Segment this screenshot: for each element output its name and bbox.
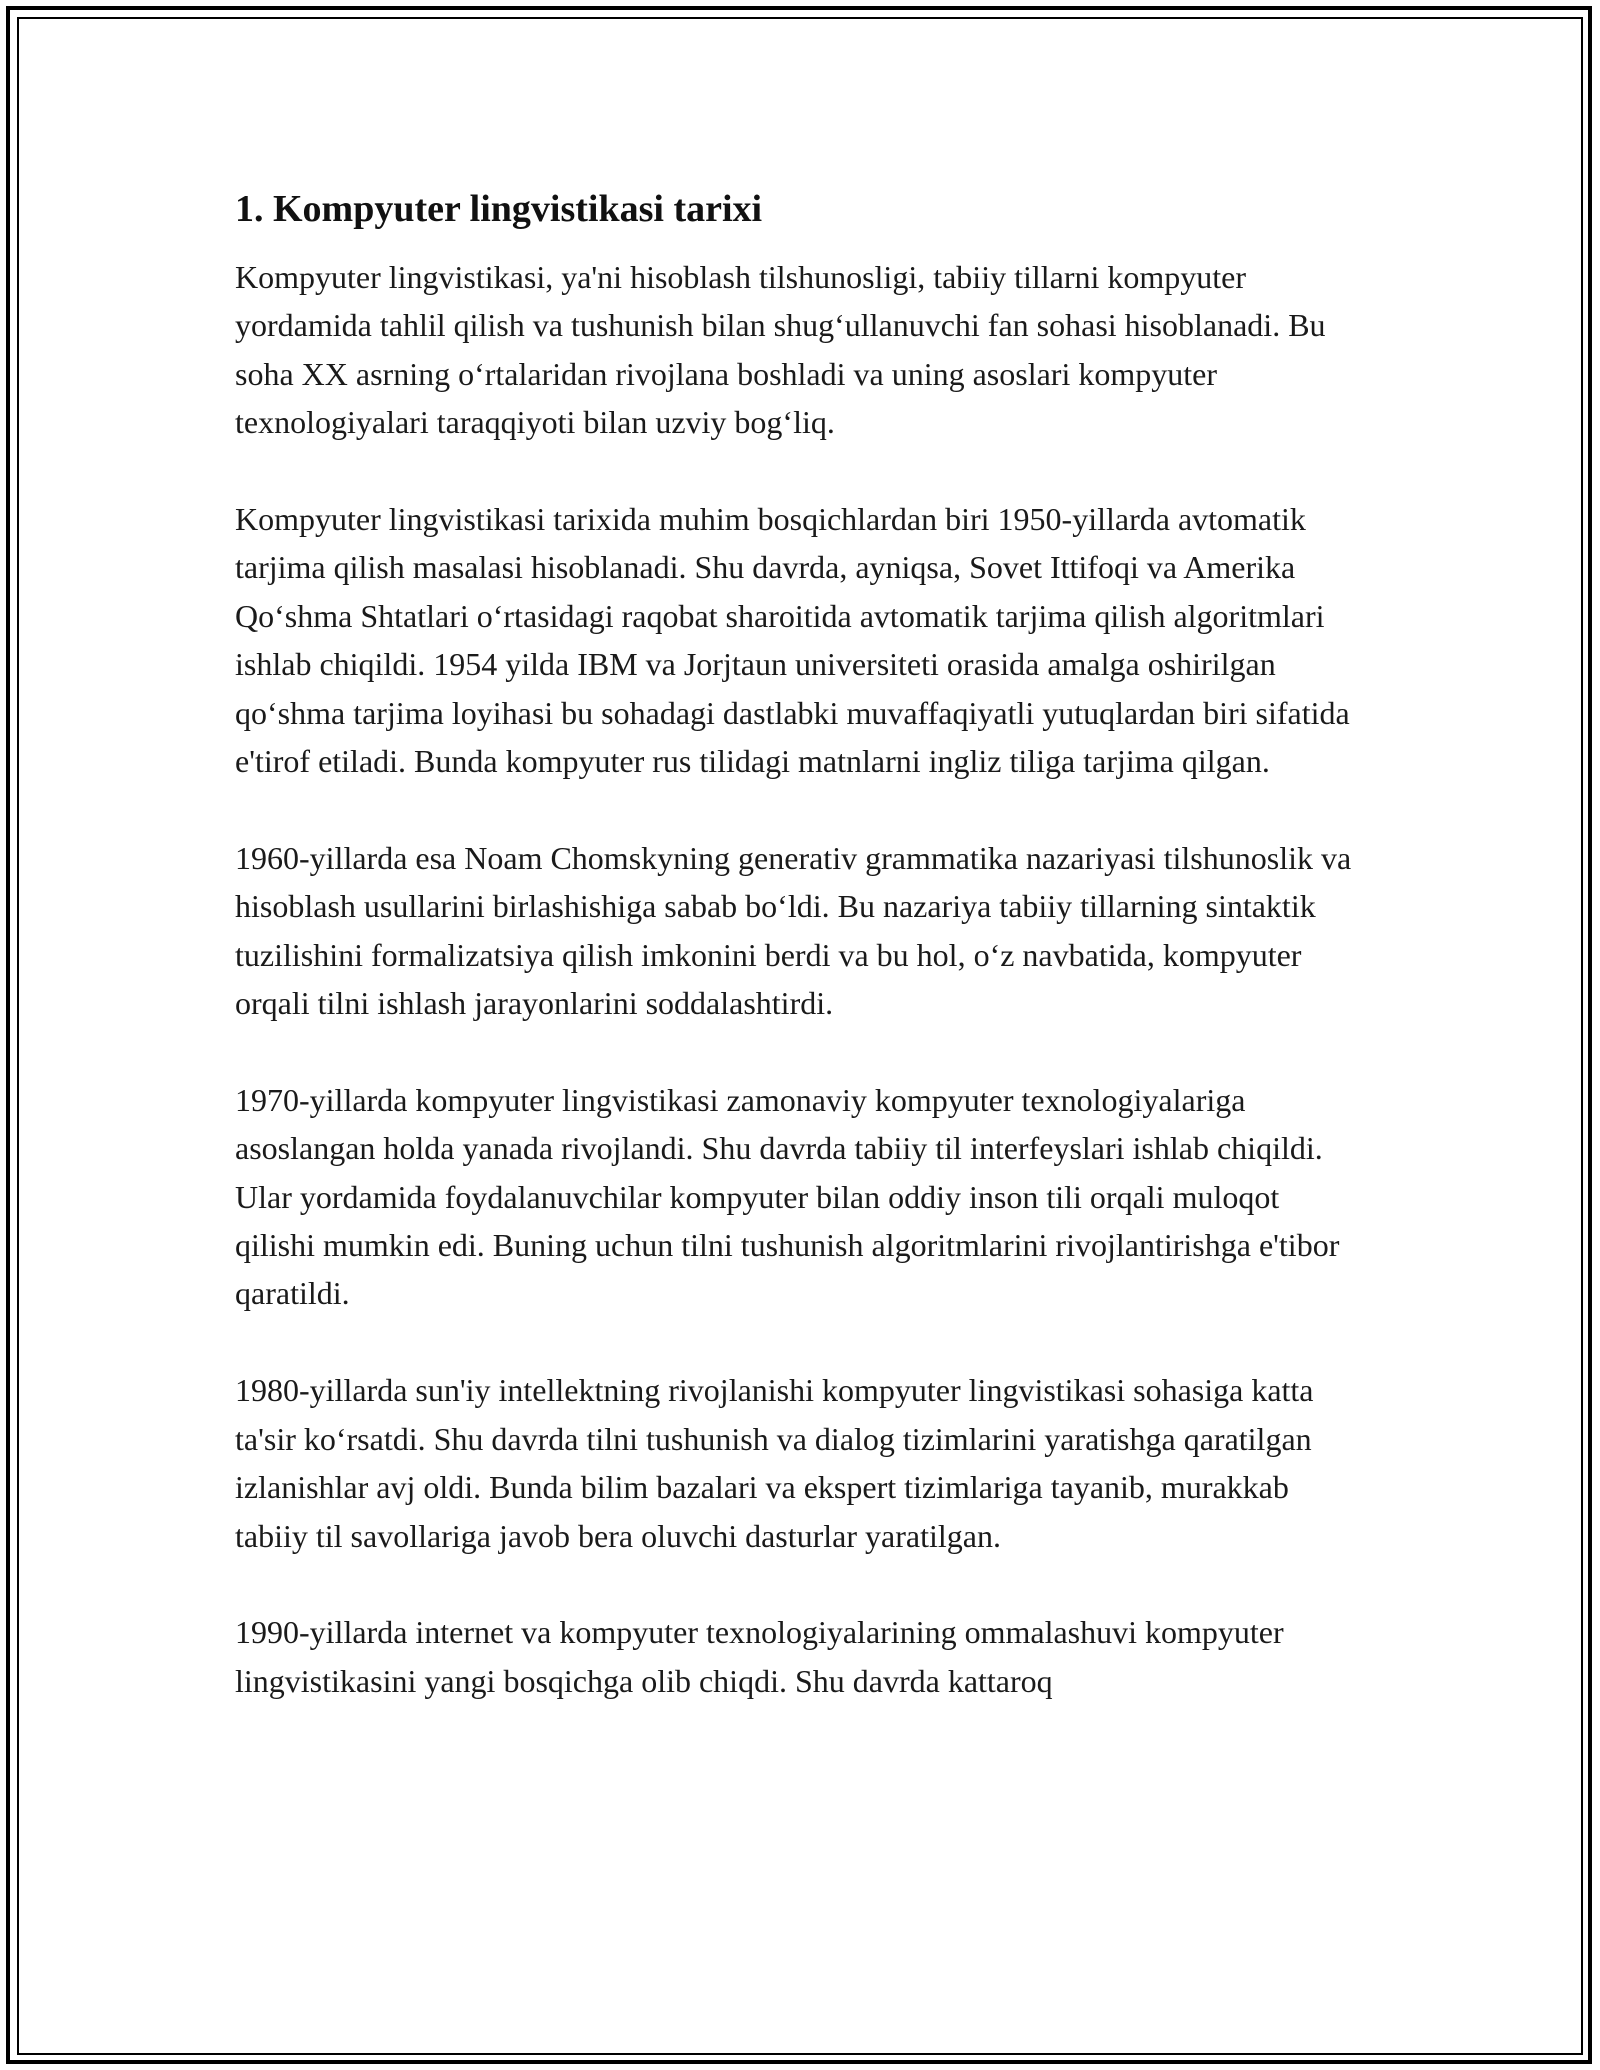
paragraph-intro: Kompyuter lingvistikasi, ya'ni hisoblash tilshunosligi, tabiiy tillarni kompyuter yordamida tahlil qilish va tushunish bilan shug‘ullanuvchi fan sohasi hisoblanadi. Bu soha XX asrning o‘rtalaridan rivojlana boshladi va uning asoslari kompyuter texnologiyalari taraqqiyoti bilan uzviy bog‘liq. <box>235 259 1326 441</box>
paragraph-1990s: 1990-yillarda internet va kompyuter texnologiyalarining ommalashuvi kompyuter lingvistikasini yangi bosqichga olib chiqdi. Shu davrda kattaroq <box>235 1614 1284 1699</box>
document-body <box>235 185 1365 1754</box>
paragraph-1970s: 1970-yillarda kompyuter lingvistikasi zamonaviy kompyuter texnologiyalariga asoslangan holda yanada rivojlandi. Shu davrda tabiiy til interfeyslari ishlab chiqildi. Ular yordamida foydalanuvchilar kompyuter bilan oddiy inson tili orqali muloqot qilishi mumkin edi. Buning uchun tilni tushunish algoritmlarini rivojlantirishga e'tibor qaratildi. <box>235 1081 1340 1312</box>
paragraph-1980s: 1980-yillarda sun'iy intellektning rivojlanishi kompyuter lingvistikasi sohasiga katta ta'sir ko‘rsatdi. Shu davrda tilni tushunish va dialog tizimlarini yaratishga qaratilgan izlanishlar avj oldi. Bunda bilim bazalari va ekspert tizimlariga tayanib, murakkab tabiiy til savollariga javob bera oluvchi dasturlar yaratilgan. <box>235 1372 1314 1554</box>
paragraph-1950s: Kompyuter lingvistikasi tarixida muhim bosqichlardan biri 1950-yillarda avtomatik tarjima qilish masalasi hisoblanadi. Shu davrda, ayniqsa, Sovet Ittifoqi va Amerika Qo‘shma Shtatlari o‘rtasidagi raqobat sharoitida avtomatik tarjima qilish algoritmlari ishlab chiqildi. 1954 yilda IBM va Jorjtaun universiteti orasida amalga oshirilgan qo‘shma tarjima loyihasi bu sohadagi dastlabki muvaffaqiyatli yutuqlardan biri sifatida e'tirof etiladi. Bunda kompyuter rus tilidagi matnlarni ingliz tiliga tarjima qilgan. <box>235 501 1350 780</box>
section-heading: 1. Kompyuter lingvistikasi tarixi <box>235 188 763 230</box>
paragraph-1960s: 1960-yillarda esa Noam Chomskyning generativ grammatika nazariyasi tilshunoslik va hisoblash usullarini birlashishiga sabab bo‘ldi. Bu nazariya tabiiy tillarning sintaktik tuzilishini formalizatsiya qilish imkonini berdi va bu hol, o‘z navbatida, kompyuter orqali tilni ishlash jarayonlarini soddalashtirdi. <box>235 839 1352 1022</box>
